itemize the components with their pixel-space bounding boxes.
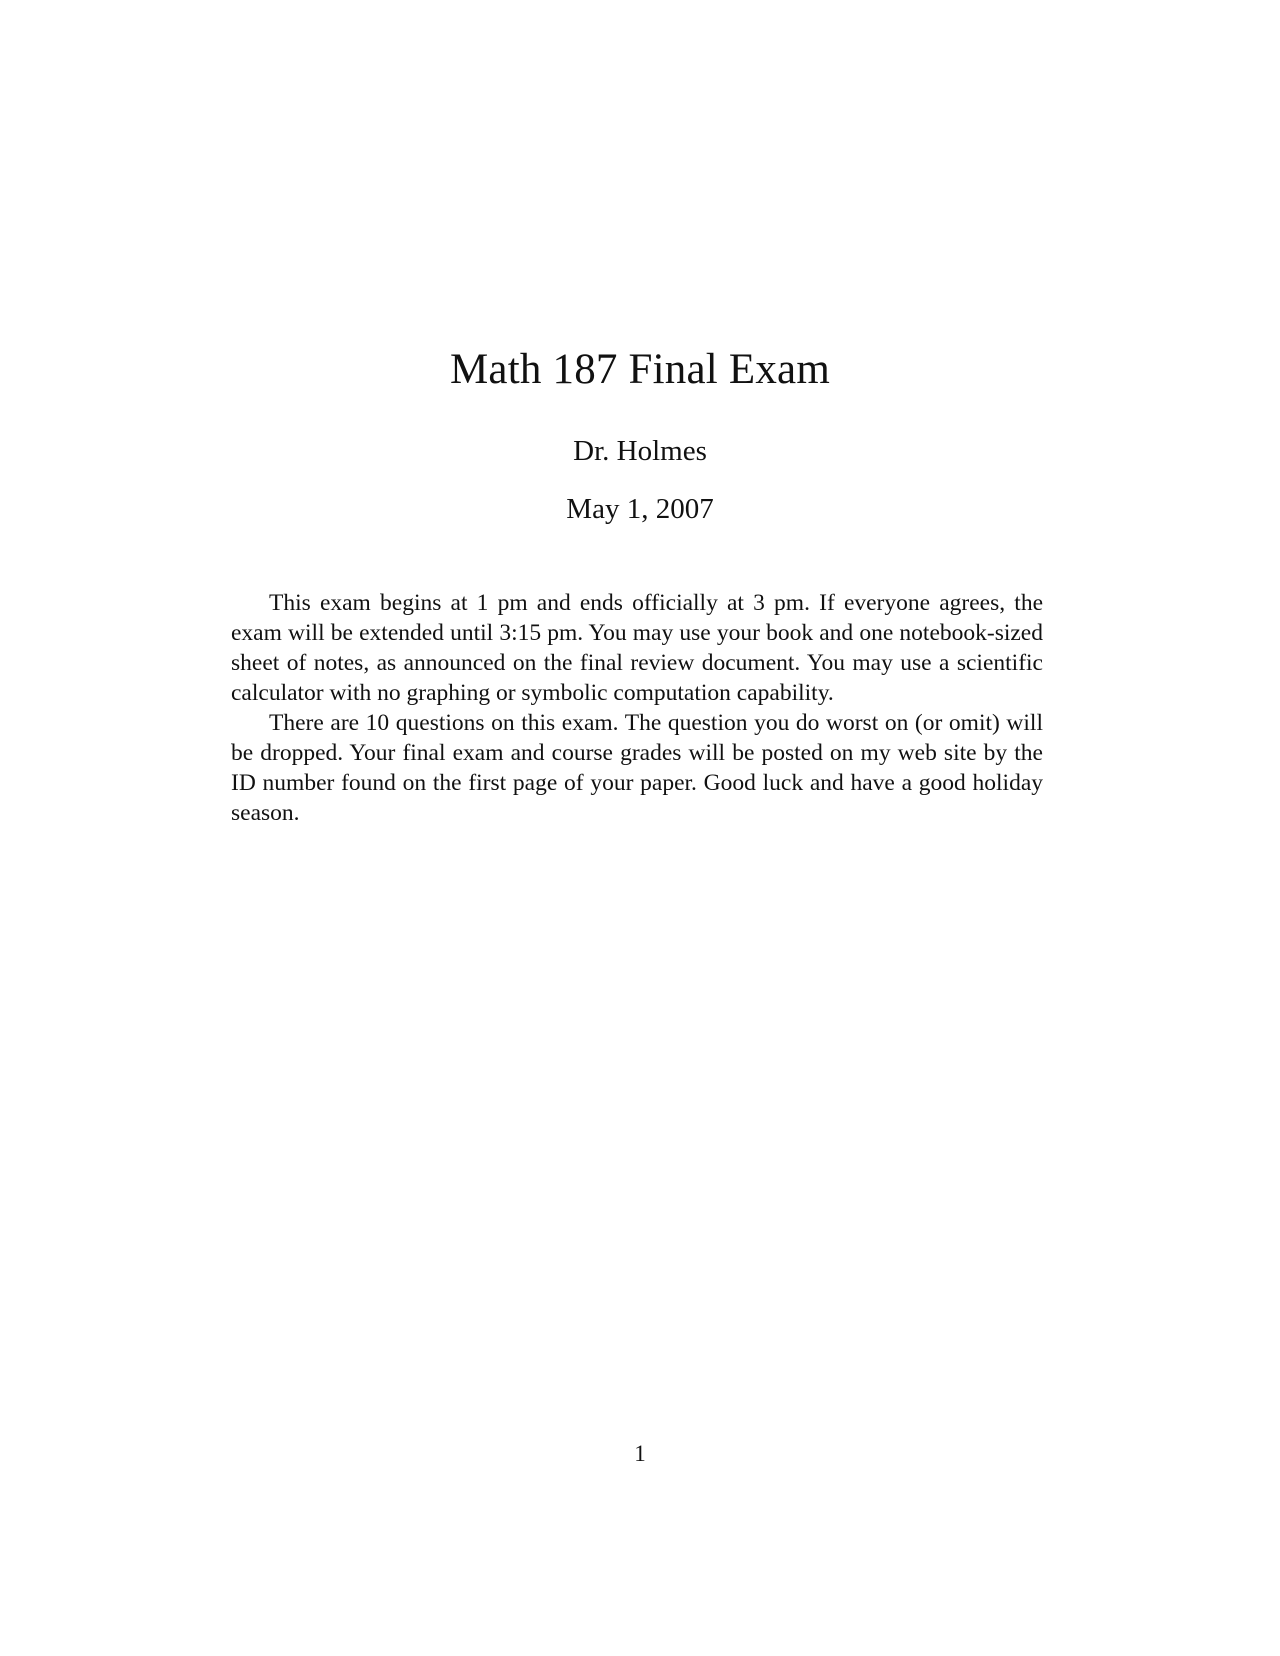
instructions-paragraph: There are 10 questions on this exam. The question you do worst on (or omit) will be dropped. Your final exam and course grades will be posted on my web site by the ID number found on the first page of your paper. Good luck and have a good holiday season. (231, 710, 1043, 826)
instructions-body (231, 588, 1043, 828)
document-title: Math 187 Final Exam (449, 346, 830, 393)
instructions-paragraph: This exam begins at 1 pm and ends officially at 3 pm. If everyone agrees, the exam will be extended until 3:15 pm. You may use your book and one notebook-sized sheet of notes, as announced on the final review document. You may use a scientific calculator with no graphing or symbolic computation capability. (231, 590, 1043, 706)
document-date: May 1, 2007 (566, 493, 714, 525)
document-author: Dr. Holmes (573, 435, 707, 467)
page-number: 1 (634, 1441, 646, 1466)
